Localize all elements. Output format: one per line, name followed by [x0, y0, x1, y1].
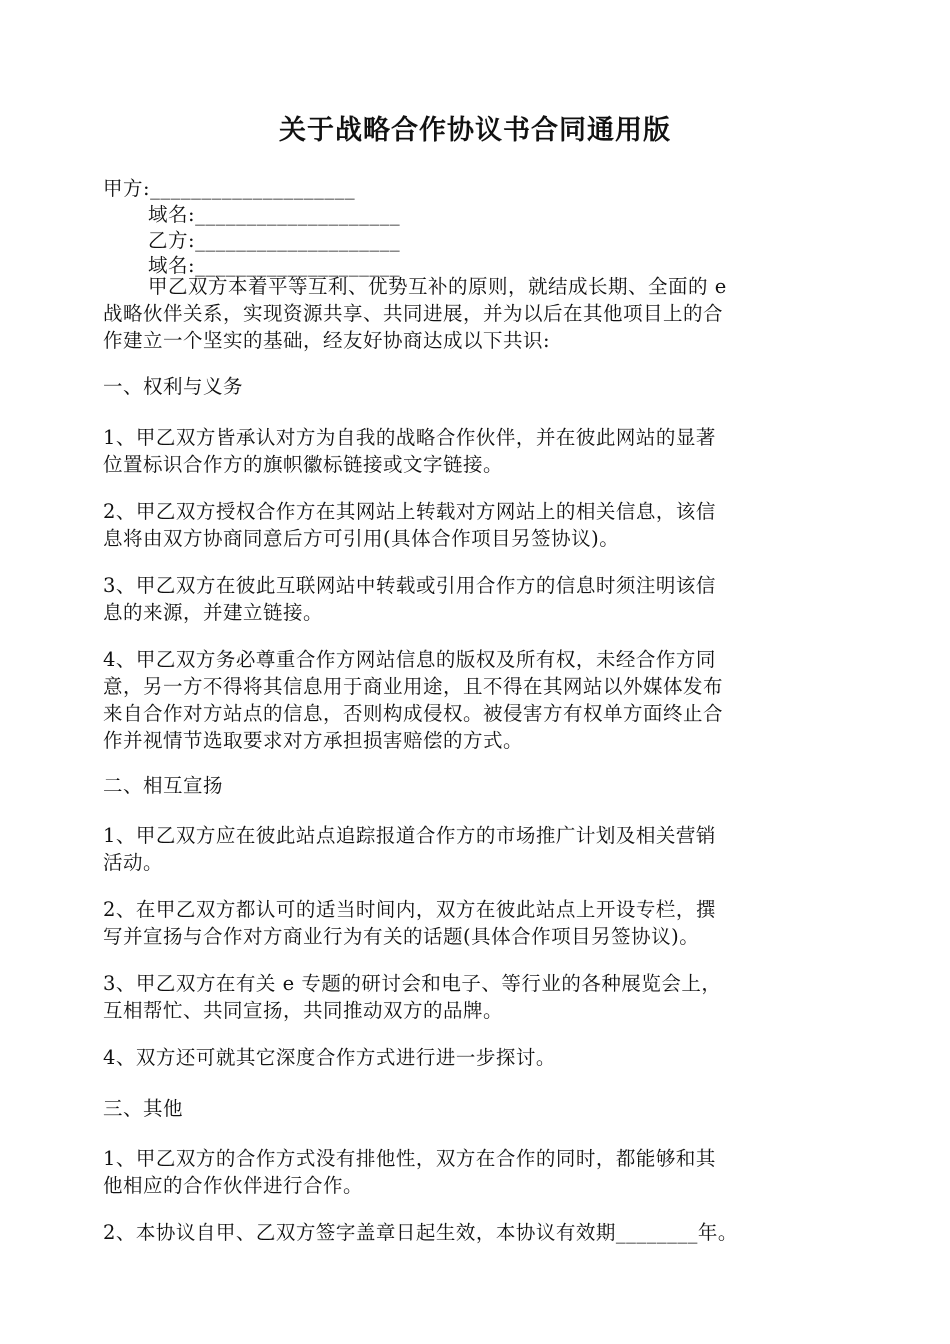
clause-line: 位置标识合作方的旗帜徽标链接或文字链接。: [103, 453, 504, 476]
clause-line: 3、甲乙双方在彼此互联网站中转载或引用合作方的信息时须注明该信: [103, 574, 716, 597]
clause-1-3: [103, 572, 855, 626]
clause-2-3: [103, 970, 855, 1024]
clause-1-2: [103, 498, 855, 552]
clause-line: 1、甲乙双方皆承认对方为自我的战略合作伙伴，并在彼此网站的显著: [103, 426, 716, 449]
clause-line: 互相帮忙、共同宣扬，共同推动双方的品牌。: [103, 999, 504, 1022]
section-heading-promotion: 二、相互宣扬: [103, 774, 224, 797]
clause-2-4: [103, 1044, 855, 1071]
party-b-domain-line: 域名:____________________: [148, 254, 401, 277]
section-heading-rights: 一、权利与义务: [103, 375, 244, 398]
clause-line: 意，另一方不得将其信息用于商业用途，且不得在其网站以外媒体发布: [103, 675, 724, 698]
clause-line: 写并宣扬与合作对方商业行为有关的话题(具体合作项目另签协议)。: [103, 925, 700, 948]
clause-3-1: [103, 1145, 855, 1199]
clause-3-2: [103, 1219, 855, 1246]
clause-line: 2、甲乙双方授权合作方在其网站上转载对方网站上的相关信息，该信: [103, 500, 716, 523]
party-a-domain-line: 域名:____________________: [148, 203, 401, 226]
clause-line: 1、甲乙双方的合作方式没有排他性，双方在合作的同时，都能够和其: [103, 1147, 716, 1170]
party-a-line: 甲方:____________________: [103, 177, 356, 200]
clause-line: 4、甲乙双方务必尊重合作方网站信息的版权及所有权，未经合作方同: [103, 648, 716, 671]
intro-line: 战略伙伴关系，实现资源共享、共同进展，并为以后在其他项目上的合: [103, 302, 724, 325]
clause-1-1: [103, 424, 855, 478]
clause-line: 1、甲乙双方应在彼此站点追踪报道合作方的市场推广计划及相关营销: [103, 824, 716, 847]
document-title: 关于战略合作协议书合同通用版: [279, 115, 671, 146]
clause-line: 来自合作对方站点的信息，否则构成侵权。被侵害方有权单方面终止合: [103, 702, 724, 725]
intro-line: 甲乙双方本着平等互利、优势互补的原则，就结成长期、全面的 e: [148, 275, 727, 298]
intro-paragraph: [103, 273, 855, 354]
clause-line: 活动。: [103, 851, 164, 874]
section-heading-other: 三、其他: [103, 1097, 184, 1120]
clause-2-1: [103, 822, 855, 876]
clause-line: 他相应的合作伙伴进行合作。: [103, 1174, 364, 1197]
clause-line: 2、本协议自甲、乙双方签字盖章日起生效，本协议有效期________年。: [103, 1221, 738, 1244]
intro-line: 作建立一个坚实的基础，经友好协商达成以下共识:: [103, 329, 551, 352]
clause-line: 息将由双方协商同意后方可引用(具体合作项目另签协议)。: [103, 527, 620, 550]
party-b-line: 乙方:____________________: [148, 229, 401, 252]
clause-line: 4、双方还可就其它深度合作方式进行进一步探讨。: [103, 1046, 556, 1069]
clause-line: 作并视情节选取要求对方承担损害赔偿的方式。: [103, 729, 524, 752]
clause-line: 3、甲乙双方在有关 e 专题的研讨会和电子、等行业的各种展览会上，: [103, 972, 722, 995]
clause-line: 2、在甲乙双方都认可的适当时间内，双方在彼此站点上开设专栏，撰: [103, 898, 716, 921]
clause-1-4: [103, 646, 855, 754]
clause-2-2: [103, 896, 855, 950]
clause-line: 息的来源，并建立链接。: [103, 601, 324, 624]
